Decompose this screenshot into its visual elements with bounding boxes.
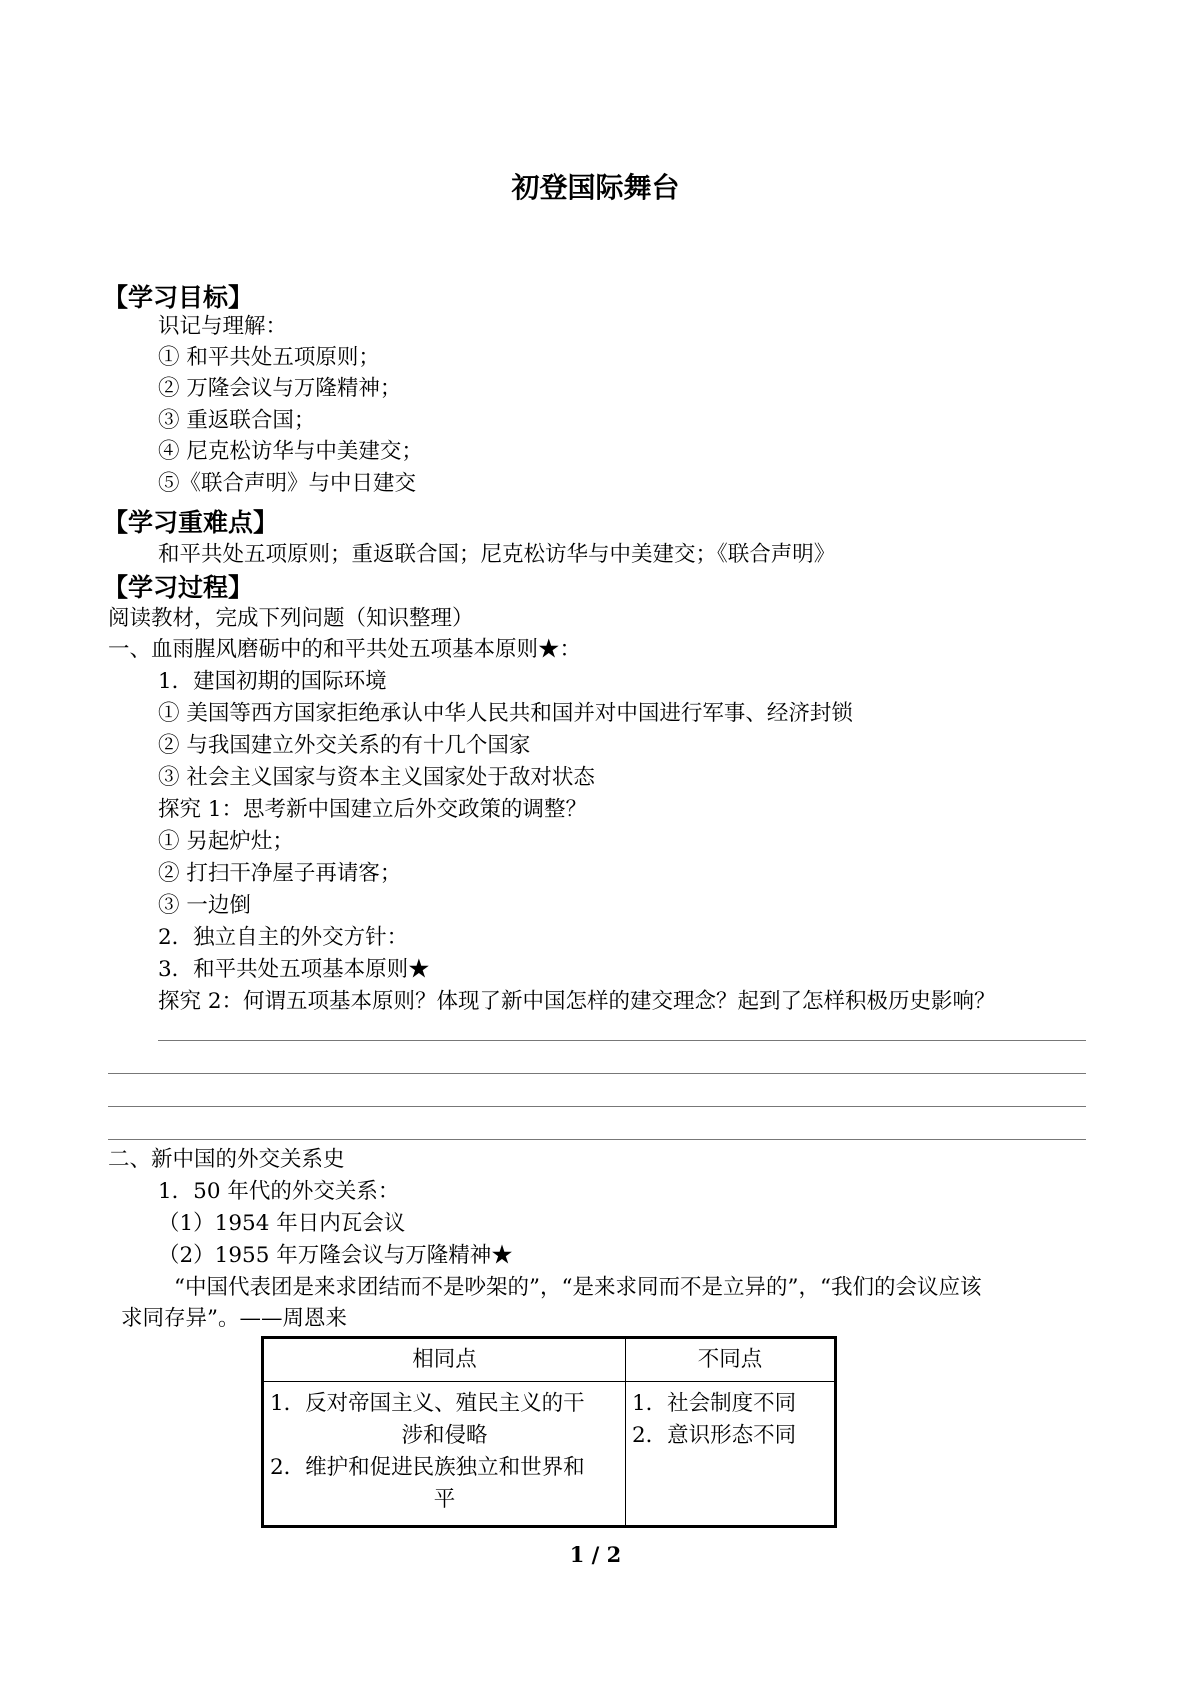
part2-line: 1．50 年代的外交关系： [158,1179,400,1204]
goals-item: ① 和平共处五项原则； [158,345,380,370]
similarity-line: 2．维护和促进民族独立和世界和 [270,1455,585,1480]
similarity-line: 涉和侵略 [401,1423,488,1448]
part1-line: 探究 1：思考新中国建立后外交政策的调整？ [158,797,588,822]
part1-line: 2．独立自主的外交方针： [158,925,409,950]
difference-line: 2．意识形态不同 [632,1423,797,1448]
part1-line: ① 另起炉灶； [158,829,294,854]
goals-item: ② 万隆会议与万隆精神； [158,376,402,401]
part1-line: ① 美国等西方国家拒绝承认中华人民共和国并对中国进行军事、经济封锁 [158,701,853,726]
key-points-text: 和平共处五项原则；重返联合国；尼克松访华与中美建交；《联合声明》 [158,542,836,567]
goals-heading: 【学习目标】 [103,283,254,312]
part1-line: 1．建国初期的国际环境 [158,669,387,694]
part1-title: 一、血雨腥风磨砺中的和平共处五项基本原则★： [108,637,582,662]
part1-line: ③ 社会主义国家与资本主义国家处于敌对状态 [158,765,595,790]
process-heading: 【学习过程】 [103,573,254,602]
part1-line: 3．和平共处五项基本原则★ [158,957,430,982]
similarity-line: 1．反对帝国主义、殖民主义的干 [270,1391,585,1416]
difference-line: 1．社会制度不同 [632,1391,797,1416]
comparison-table [261,1336,837,1528]
answer-line [158,1040,1086,1041]
page-number: 1 / 2 [569,1542,622,1567]
page-title: 初登国际舞台 [511,171,680,204]
answer-line [108,1073,1086,1074]
part1-line: ③ 一边倒 [158,893,251,918]
similarity-line: 平 [433,1487,456,1512]
zhou-quote-line2: 求同存异”。——周恩来 [121,1306,347,1331]
goals-intro: 识记与理解： [158,314,288,339]
part2-line: （1）1954 年日内瓦会议 [158,1211,406,1236]
goals-item: ⑤《联合声明》与中日建交 [158,471,417,496]
key-points-heading: 【学习重难点】 [103,508,279,537]
part1-line: ② 打扫干净屋子再请客； [158,861,402,886]
part2-title: 二、新中国的外交关系史 [108,1147,345,1172]
table-header-similar: 相同点 [263,1338,626,1382]
part1-line: ② 与我国建立外交关系的有十几个国家 [158,733,531,758]
process-intro: 阅读教材，完成下列问题（知识整理） [108,606,474,631]
goals-item: ④ 尼克松访华与中美建交； [158,439,423,464]
goals-item: ③ 重返联合国； [158,408,316,433]
zhou-quote-line1: “中国代表团是来求团结而不是吵架的”，“是来求同而不是立异的”，“我们的会议应该 [174,1275,982,1300]
similarities-cell [263,1382,626,1527]
part1-line: 探究 2：何谓五项基本原则？体现了新中国怎样的建交理念？起到了怎样积极历史影响？ [158,989,996,1014]
answer-line [108,1139,1086,1140]
part2-line: （2）1955 年万隆会议与万隆精神★ [158,1243,513,1268]
table-header-different: 不同点 [626,1338,836,1382]
differences-cell [626,1382,836,1527]
answer-line [108,1106,1086,1107]
